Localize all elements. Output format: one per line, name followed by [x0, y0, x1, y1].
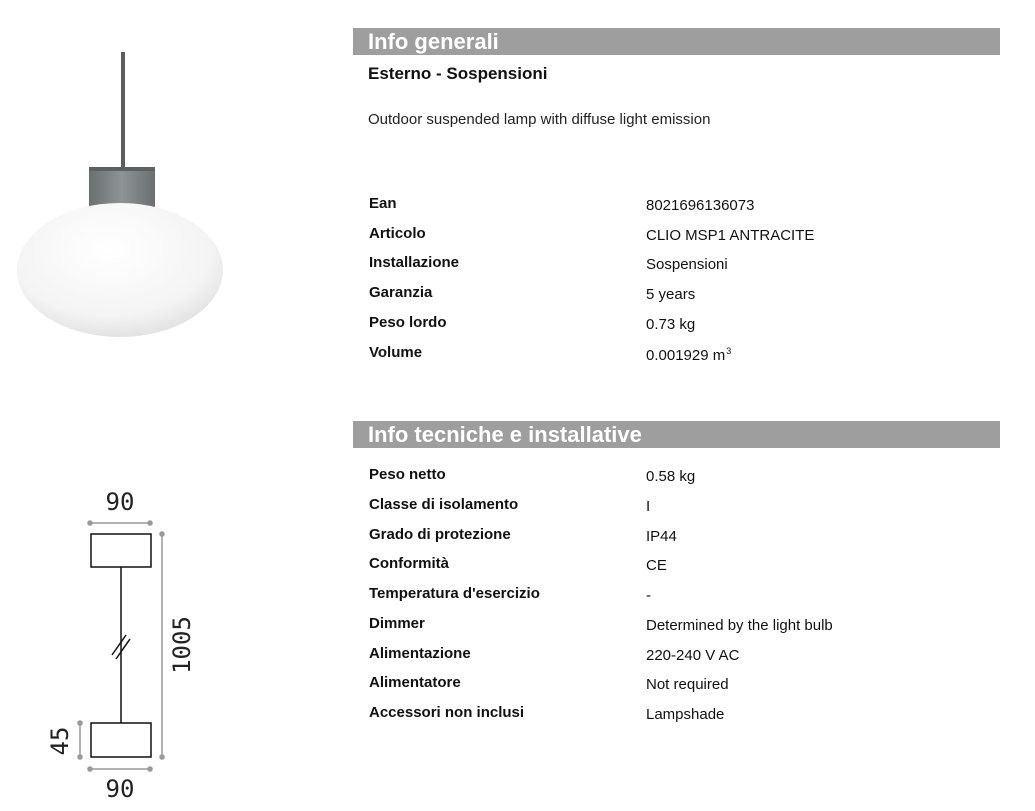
spec-value: Not required: [646, 676, 729, 693]
spec-value: -: [646, 587, 651, 604]
spec-label: Alimentatore: [369, 674, 461, 691]
section-header-general: Info generali: [353, 28, 1000, 55]
spec-label: Grado di protezione: [369, 526, 511, 543]
spec-row-classe-isolamento: [369, 496, 989, 518]
spec-label: Accessori non inclusi: [369, 704, 525, 721]
spec-row-temperatura: [369, 585, 989, 607]
spec-label: Classe di isolamento: [369, 496, 519, 513]
spec-value: 0.58 kg: [646, 468, 696, 485]
spec-label: Volume: [369, 344, 423, 361]
bottom-height-label: 45: [46, 726, 74, 756]
spec-label: Installazione: [369, 254, 460, 271]
spec-label: Garanzia: [369, 284, 433, 301]
spec-label: Ean: [369, 195, 397, 212]
product-category: Esterno - Sospensioni: [368, 64, 548, 83]
spec-value: CE: [646, 557, 667, 574]
spec-label: Peso lordo: [369, 314, 447, 331]
spec-row-alimentazione: [369, 645, 989, 667]
spec-label: Alimentazione: [369, 645, 471, 662]
spec-row-conformita: [369, 555, 989, 577]
lamp-cable: [121, 52, 125, 168]
spec-label: Articolo: [369, 225, 426, 242]
spec-row-alimentatore: [369, 674, 989, 696]
spec-row-ean: [369, 195, 989, 217]
top-width-label: 90: [105, 488, 135, 516]
spec-row-accessori: [369, 704, 989, 726]
spec-value: 220-240 V AC: [646, 647, 740, 664]
lamp-product-image: [15, 50, 230, 345]
spec-value: 0.73 kg: [646, 316, 696, 333]
spec-row-installazione: [369, 254, 989, 276]
spec-value: Determined by the light bulb: [646, 617, 833, 634]
spec-row-articolo: [369, 225, 989, 247]
spec-value: CLIO MSP1 ANTRACITE: [646, 227, 815, 244]
height-label: 1005: [168, 616, 196, 674]
spec-row-volume: [369, 344, 989, 366]
spec-value: 8021696136073: [646, 197, 755, 214]
volume-exponent: 3: [726, 346, 732, 356]
lamp-canopy: [89, 167, 155, 209]
spec-label: Peso netto: [369, 466, 446, 483]
product-description: Outdoor suspended lamp with diffuse light emission: [368, 111, 711, 128]
bottom-width-label: 90: [105, 775, 135, 803]
spec-value: [646, 346, 731, 364]
spec-label: Dimmer: [369, 615, 425, 632]
drawing-canopy: [91, 534, 151, 567]
lamp-globe: [17, 203, 223, 337]
drawing-shade: [91, 723, 151, 757]
spec-label: Temperatura d'esercizio: [369, 585, 540, 602]
spec-value: IP44: [646, 528, 677, 545]
spec-row-garanzia: [369, 284, 989, 306]
spec-row-grado-protezione: [369, 526, 989, 548]
dimension-drawing: [40, 485, 200, 805]
spec-row-peso-netto: [369, 466, 989, 488]
volume-number: 0.001929 m: [646, 347, 726, 364]
spec-value: I: [646, 498, 651, 515]
spec-label: Conformità: [369, 555, 449, 572]
spec-value: 5 years: [646, 286, 696, 303]
section-header-technical: Info tecniche e installative: [353, 421, 1000, 448]
spec-value: Sospensioni: [646, 256, 728, 273]
spec-value: Lampshade: [646, 706, 725, 723]
spec-row-peso-lordo: [369, 314, 989, 336]
spec-row-dimmer: [369, 615, 989, 637]
